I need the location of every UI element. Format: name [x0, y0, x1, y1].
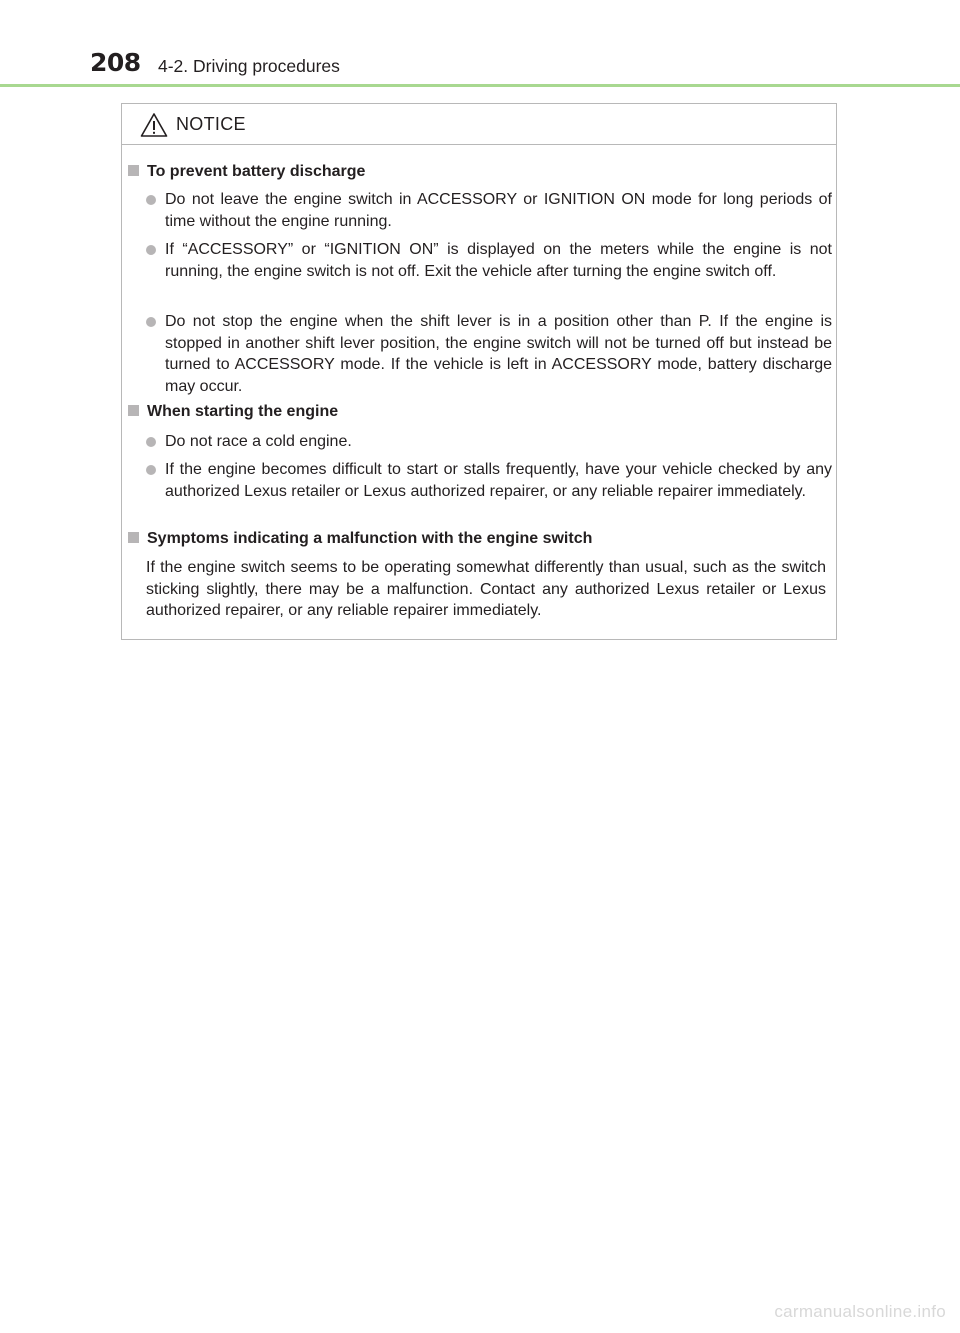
notice-header: [122, 104, 836, 145]
round-bullet-icon: [146, 195, 156, 205]
header-divider: [0, 84, 960, 87]
notice-title: NOTICE: [176, 114, 246, 134]
square-bullet-icon: [128, 165, 139, 176]
watermark: carmanualsonline.info: [774, 1302, 946, 1321]
page-header: [0, 0, 960, 90]
bullet-text: If the engine becomes difficult to start or stalls frequently, have your vehicle checked by any authorized Lexus retailer or Lexus authorized repairer, or any reliable repairer immediately.: [165, 461, 832, 500]
notice-box: [121, 103, 837, 640]
section-paragraph: If the engine switch seems to be operating somewhat differently than usual, such as the switch sticking slightly, there may be a malfunction. Contact any authorized Lexus retailer or Lexus authorized repairer, or any reliable repairer immediately.: [146, 559, 826, 619]
section-heading-battery: [128, 163, 365, 181]
square-bullet-icon: [128, 405, 139, 416]
bullet-item: [146, 431, 832, 453]
bullet-item: [146, 459, 832, 502]
square-bullet-icon: [128, 532, 139, 543]
warning-triangle-icon: [140, 112, 168, 138]
round-bullet-icon: [146, 465, 156, 475]
bullet-item: [146, 311, 832, 397]
bullet-text: Do not leave the engine switch in ACCESSORY or IGNITION ON mode for long periods of time without the engine running.: [165, 191, 832, 230]
bullet-text: Do not stop the engine when the shift lever is in a position other than P. If the engine is stopped in another shift lever position, the engine switch will not be turned off but instead be turned to ACCESSORY mode. If the vehicle is left in ACCESSORY mode, battery discharge may occur.: [165, 313, 832, 395]
heading-text: Symptoms indicating a malfunction with the engine switch: [147, 530, 593, 547]
bullet-item: [146, 239, 832, 282]
round-bullet-icon: [146, 245, 156, 255]
page-number: 208: [90, 48, 141, 77]
section-heading-starting: [128, 403, 338, 421]
bullet-text: Do not race a cold engine.: [165, 433, 352, 450]
section-heading-malfunction: [128, 530, 592, 548]
bullet-item: [146, 189, 832, 232]
heading-text: To prevent battery discharge: [147, 163, 366, 180]
round-bullet-icon: [146, 437, 156, 447]
bullet-text: If “ACCESSORY” or “IGNITION ON” is displayed on the meters while the engine is not running, the engine switch is not off. Exit the vehicle after turning the engine switch off.: [165, 241, 832, 280]
section-title: 4-2. Driving procedures: [158, 56, 340, 76]
round-bullet-icon: [146, 317, 156, 327]
heading-text: When starting the engine: [147, 403, 339, 420]
